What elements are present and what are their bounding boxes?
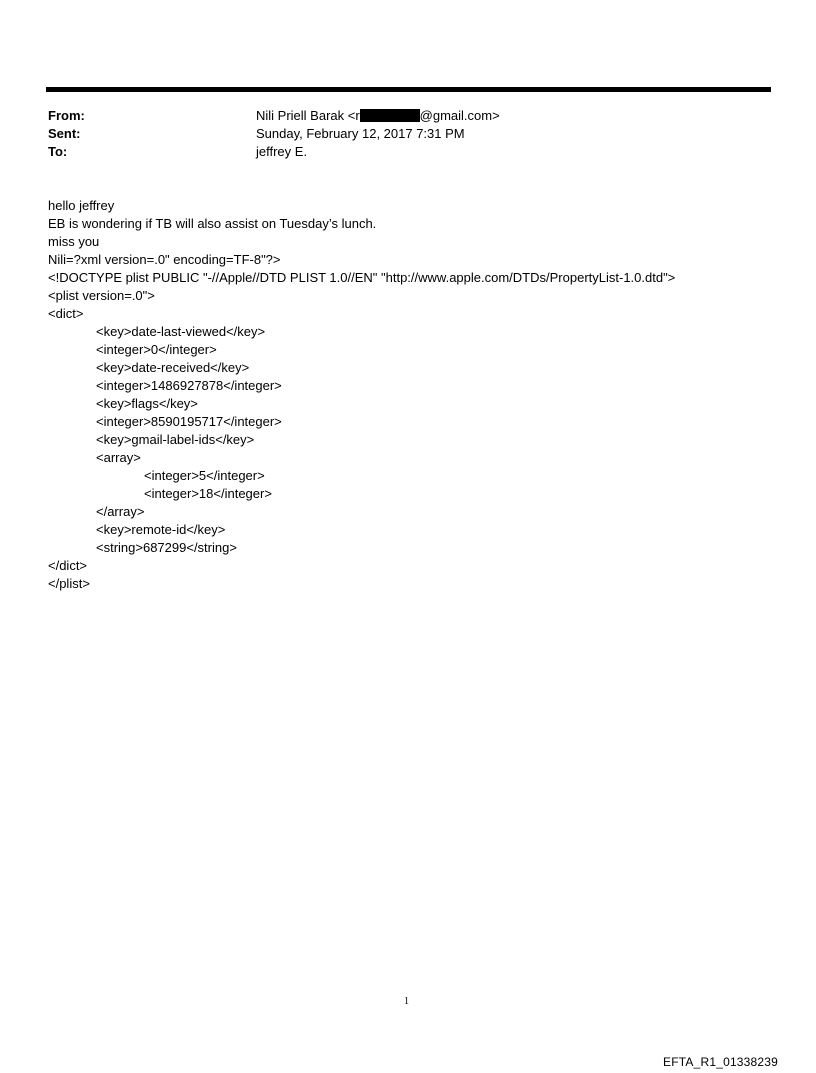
body-line: <integer>18</integer>	[144, 486, 272, 501]
body-line: <!DOCTYPE plist PUBLIC "-//Apple//DTD PLIST 1.0//EN" "http://www.apple.com/DTDs/PropertyList-1.0.dtd">	[48, 270, 676, 285]
to-row	[48, 143, 768, 161]
page-number: 1	[404, 996, 409, 1007]
body-line: <key>gmail-label-ids</key>	[96, 432, 255, 447]
body-line: <integer>0</integer>	[96, 342, 217, 357]
body-line: <array>	[96, 450, 141, 465]
body-line: <integer>5</integer>	[144, 468, 265, 483]
body-line: <dict>	[48, 306, 84, 321]
from-row	[48, 107, 768, 125]
body-line: <key>flags</key>	[96, 396, 198, 411]
body-line: hello jeffrey	[48, 198, 115, 213]
header-divider	[46, 87, 771, 92]
body-line: </plist>	[48, 576, 90, 591]
body-line: <plist version=.0">	[48, 288, 155, 303]
body-line: <integer>1486927878</integer>	[96, 378, 282, 393]
body-line: EB is wondering if TB will also assist on Tuesday’s lunch.	[48, 216, 377, 231]
body-line: <key>remote-id</key>	[96, 522, 226, 537]
sent-row	[48, 125, 768, 143]
to-label: To:	[48, 144, 68, 159]
body-line: miss you	[48, 234, 100, 249]
to-value: jeffrey E.	[256, 144, 308, 159]
body-line: </array>	[96, 504, 145, 519]
document-id: EFTA_R1_01338239	[663, 1055, 779, 1069]
sent-label: Sent:	[48, 126, 81, 141]
redaction-block	[360, 109, 420, 122]
body-line: <key>date-last-viewed</key>	[96, 324, 266, 339]
body-line: <key>date-received</key>	[96, 360, 250, 375]
from-label: From:	[48, 108, 85, 123]
from-value-suffix: @gmail.com>	[419, 108, 500, 123]
sent-value: Sunday, February 12, 2017 7:31 PM	[256, 126, 465, 141]
body-line: <string>687299</string>	[96, 540, 237, 555]
body-line: <integer>8590195717</integer>	[96, 414, 282, 429]
from-value-prefix: Nili Priell Barak <r	[256, 108, 360, 123]
body-line: Nili=?xml version=.0" encoding=TF-8"?>	[48, 252, 281, 267]
email-body	[48, 197, 768, 593]
from-value	[256, 107, 500, 125]
body-line: </dict>	[48, 558, 88, 573]
